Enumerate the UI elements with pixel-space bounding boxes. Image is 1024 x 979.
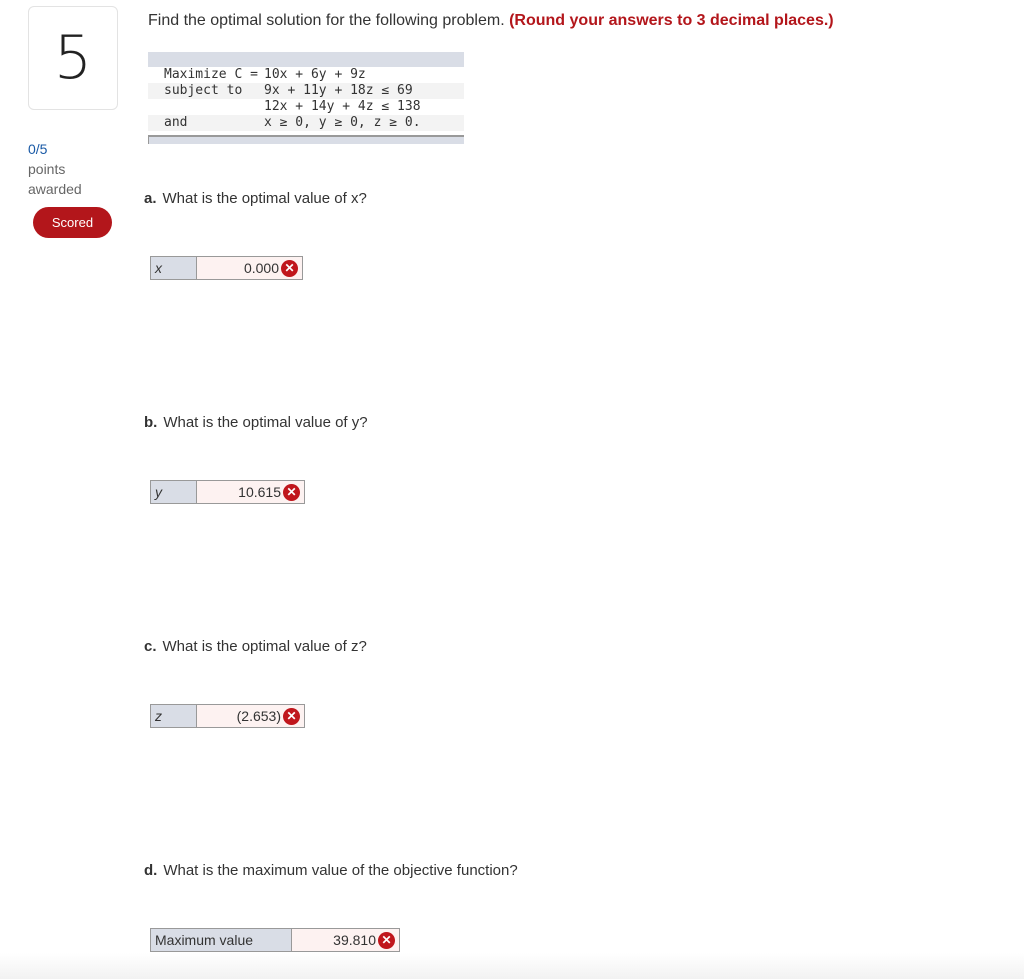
- incorrect-icon: ✕: [378, 932, 395, 949]
- question-d: [144, 862, 518, 879]
- points-label: points: [28, 161, 66, 177]
- answer-label: z: [151, 705, 197, 727]
- lp-row: [148, 83, 464, 99]
- incorrect-icon: ✕: [281, 260, 298, 277]
- question-number: 5: [28, 6, 118, 110]
- answer-value: 39.810: [333, 932, 376, 948]
- question-letter: b.: [144, 414, 158, 431]
- answer-field-max[interactable]: [292, 929, 399, 951]
- answer-value: 10.615: [238, 484, 281, 500]
- prompt-text: Find the optimal solution for the following problem.: [148, 12, 505, 29]
- table-footer-bar: [148, 135, 464, 144]
- score-panel: [28, 139, 82, 199]
- lp-row-label: Maximize C =: [164, 67, 258, 82]
- lp-row-label: and: [164, 115, 188, 130]
- lp-row-expr: 10x + 6y + 9z: [264, 67, 366, 82]
- lp-row: [148, 67, 464, 83]
- answer-value: (2.653): [236, 708, 281, 724]
- question-text: What is the optimal value of y?: [163, 414, 368, 431]
- question-c: [144, 638, 367, 655]
- answer-row-x: [150, 256, 303, 280]
- lp-row-expr: 12x + 14y + 4z ≤ 138: [264, 99, 421, 114]
- answer-field-z[interactable]: [197, 705, 304, 727]
- question-letter: c.: [144, 638, 157, 655]
- answer-field-x[interactable]: [197, 257, 302, 279]
- question-text: What is the optimal value of x?: [162, 190, 367, 207]
- lp-row-expr: x ≥ 0, y ≥ 0, z ≥ 0.: [264, 115, 421, 130]
- incorrect-icon: ✕: [283, 484, 300, 501]
- answer-field-y[interactable]: [197, 481, 304, 503]
- answer-row-y: [150, 480, 305, 504]
- lp-problem-table: [148, 52, 464, 144]
- lp-row-label: [148, 99, 264, 115]
- lp-row: [148, 99, 464, 115]
- answer-label: y: [151, 481, 197, 503]
- status-badge: Scored: [33, 207, 112, 238]
- lp-row: [148, 115, 464, 131]
- table-header-bar: [148, 52, 464, 67]
- question-letter: a.: [144, 190, 157, 207]
- question-a: [144, 190, 367, 207]
- rounding-note: (Round your answers to 3 decimal places.): [509, 12, 834, 29]
- awarded-label: awarded: [28, 181, 82, 197]
- lp-row-label: subject to: [164, 83, 243, 98]
- bottom-fade: [0, 953, 1024, 979]
- question-letter: d.: [144, 862, 158, 879]
- answer-label: x: [151, 257, 197, 279]
- answer-value: 0.000: [243, 260, 279, 276]
- question-text: What is the optimal value of z?: [162, 638, 367, 655]
- answer-row-z: [150, 704, 305, 728]
- incorrect-icon: ✕: [283, 708, 300, 725]
- question-text: What is the maximum value of the objective function?: [163, 862, 518, 879]
- answer-label: Maximum value: [151, 929, 292, 951]
- points-value: 0/5: [28, 141, 48, 157]
- question-prompt: [148, 12, 834, 30]
- lp-row-expr: 9x + 11y + 18z ≤ 69: [264, 83, 413, 98]
- question-b: [144, 414, 368, 431]
- answer-row-max: [150, 928, 400, 952]
